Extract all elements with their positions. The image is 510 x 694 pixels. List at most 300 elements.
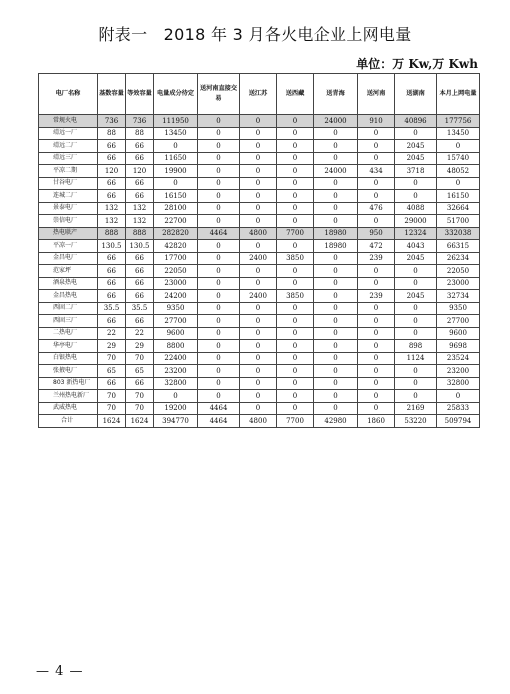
value-cell: 0 xyxy=(437,177,480,190)
value-cell: 28100 xyxy=(154,202,198,215)
value-cell: 888 xyxy=(126,227,154,240)
value-cell: 0 xyxy=(277,127,314,140)
plant-name-cell: 兰州热电新厂 xyxy=(39,390,98,403)
value-cell: 0 xyxy=(277,215,314,228)
value-cell: 35.5 xyxy=(98,302,126,315)
value-cell: 0 xyxy=(277,390,314,403)
value-cell: 0 xyxy=(314,390,358,403)
value-cell: 0 xyxy=(277,327,314,340)
value-cell: 66 xyxy=(126,265,154,278)
value-cell: 4043 xyxy=(395,240,437,253)
value-cell: 0 xyxy=(314,202,358,215)
value-cell: 0 xyxy=(395,302,437,315)
value-cell: 0 xyxy=(240,165,277,178)
value-cell: 2045 xyxy=(395,152,437,165)
table-header-row xyxy=(39,74,480,115)
plant-name-cell: 甘谷电厂 xyxy=(39,177,98,190)
value-cell: 0 xyxy=(154,390,198,403)
table-row xyxy=(39,352,480,365)
value-cell: 66 xyxy=(126,140,154,153)
value-cell: 0 xyxy=(395,390,437,403)
plant-name-cell: 西固二厂 xyxy=(39,302,98,315)
total-value-cell: 394770 xyxy=(154,415,198,428)
value-cell: 8800 xyxy=(154,340,198,353)
value-cell: 3850 xyxy=(277,290,314,303)
value-cell: 0 xyxy=(314,340,358,353)
value-cell: 66 xyxy=(126,277,154,290)
value-cell: 70 xyxy=(126,352,154,365)
plant-name-cell: 金昌电厂 xyxy=(39,252,98,265)
value-cell: 0 xyxy=(277,340,314,353)
value-cell: 32664 xyxy=(437,202,480,215)
value-cell: 66 xyxy=(98,277,126,290)
value-cell: 0 xyxy=(358,152,395,165)
value-cell: 0 xyxy=(395,327,437,340)
value-cell: 130.5 xyxy=(126,240,154,253)
value-cell: 0 xyxy=(358,177,395,190)
value-cell: 88 xyxy=(126,127,154,140)
value-cell: 0 xyxy=(240,177,277,190)
value-cell: 2400 xyxy=(240,290,277,303)
table-row xyxy=(39,177,480,190)
value-cell: 0 xyxy=(198,340,240,353)
value-cell: 0 xyxy=(198,152,240,165)
value-cell: 0 xyxy=(277,152,314,165)
value-cell: 4088 xyxy=(395,202,437,215)
value-cell: 0 xyxy=(358,215,395,228)
value-cell: 111950 xyxy=(154,115,198,128)
table-row xyxy=(39,215,480,228)
value-cell: 0 xyxy=(277,265,314,278)
column-header: 基数容量 xyxy=(98,74,126,115)
value-cell: 0 xyxy=(395,127,437,140)
plant-name-cell: 靖远三厂 xyxy=(39,152,98,165)
column-header: 本月上网电量 xyxy=(437,74,480,115)
value-cell: 9350 xyxy=(437,302,480,315)
value-cell: 19200 xyxy=(154,402,198,415)
value-cell: 12324 xyxy=(395,227,437,240)
value-cell: 0 xyxy=(277,402,314,415)
subtotal-row xyxy=(39,227,480,240)
total-label-cell: 合计 xyxy=(39,415,98,428)
value-cell: 0 xyxy=(198,165,240,178)
value-cell: 0 xyxy=(358,327,395,340)
value-cell: 0 xyxy=(358,315,395,328)
value-cell: 23200 xyxy=(437,365,480,378)
column-header: 送西藏 xyxy=(277,74,314,115)
value-cell: 0 xyxy=(240,265,277,278)
value-cell: 66 xyxy=(98,140,126,153)
value-cell: 0 xyxy=(277,202,314,215)
value-cell: 32734 xyxy=(437,290,480,303)
value-cell: 18980 xyxy=(314,240,358,253)
value-cell: 0 xyxy=(277,377,314,390)
value-cell: 0 xyxy=(395,315,437,328)
value-cell: 2045 xyxy=(395,140,437,153)
value-cell: 0 xyxy=(198,140,240,153)
plant-name-cell: 金昌热电 xyxy=(39,290,98,303)
value-cell: 0 xyxy=(198,327,240,340)
value-cell: 22050 xyxy=(154,265,198,278)
value-cell: 0 xyxy=(198,115,240,128)
value-cell: 4464 xyxy=(198,227,240,240)
plant-name-cell: 热电联产 xyxy=(39,227,98,240)
value-cell: 0 xyxy=(198,177,240,190)
value-cell: 66 xyxy=(98,265,126,278)
value-cell: 0 xyxy=(358,390,395,403)
value-cell: 0 xyxy=(240,215,277,228)
plant-name-cell: 靖远一厂 xyxy=(39,127,98,140)
value-cell: 40896 xyxy=(395,115,437,128)
plant-name-cell: 靖远二厂 xyxy=(39,140,98,153)
value-cell: 42820 xyxy=(154,240,198,253)
value-cell: 0 xyxy=(395,190,437,203)
table-row xyxy=(39,140,480,153)
value-cell: 0 xyxy=(314,127,358,140)
value-cell: 0 xyxy=(240,240,277,253)
value-cell: 0 xyxy=(358,190,395,203)
total-value-cell: 53220 xyxy=(395,415,437,428)
value-cell: 0 xyxy=(198,240,240,253)
value-cell: 0 xyxy=(198,252,240,265)
total-value-cell: 4800 xyxy=(240,415,277,428)
value-cell: 434 xyxy=(358,165,395,178)
value-cell: 13450 xyxy=(437,127,480,140)
value-cell: 0 xyxy=(314,152,358,165)
value-cell: 0 xyxy=(314,315,358,328)
value-cell: 15740 xyxy=(437,152,480,165)
value-cell: 0 xyxy=(277,115,314,128)
value-cell: 9350 xyxy=(154,302,198,315)
value-cell: 0 xyxy=(314,352,358,365)
value-cell: 66 xyxy=(98,190,126,203)
value-cell: 0 xyxy=(395,177,437,190)
value-cell: 0 xyxy=(358,340,395,353)
total-value-cell: 4464 xyxy=(198,415,240,428)
value-cell: 0 xyxy=(314,377,358,390)
table-row xyxy=(39,202,480,215)
value-cell: 0 xyxy=(277,352,314,365)
value-cell: 0 xyxy=(358,277,395,290)
value-cell: 0 xyxy=(314,252,358,265)
value-cell: 66 xyxy=(126,252,154,265)
value-cell: 29 xyxy=(126,340,154,353)
total-value-cell: 1624 xyxy=(98,415,126,428)
value-cell: 0 xyxy=(358,265,395,278)
value-cell: 0 xyxy=(395,265,437,278)
column-header: 送青海 xyxy=(314,74,358,115)
table-row xyxy=(39,290,480,303)
value-cell: 3718 xyxy=(395,165,437,178)
value-cell: 736 xyxy=(126,115,154,128)
value-cell: 0 xyxy=(240,140,277,153)
value-cell: 0 xyxy=(358,402,395,415)
table-row xyxy=(39,327,480,340)
value-cell: 2400 xyxy=(240,252,277,265)
value-cell: 476 xyxy=(358,202,395,215)
plant-name-cell: 白银热电 xyxy=(39,352,98,365)
value-cell: 66 xyxy=(126,377,154,390)
value-cell: 0 xyxy=(358,365,395,378)
value-cell: 0 xyxy=(277,365,314,378)
value-cell: 0 xyxy=(314,277,358,290)
value-cell: 0 xyxy=(395,377,437,390)
plant-name-cell: 张掖电厂 xyxy=(39,365,98,378)
subtotal-row xyxy=(39,115,480,128)
value-cell: 88 xyxy=(98,127,126,140)
value-cell: 66 xyxy=(126,190,154,203)
value-cell: 120 xyxy=(126,165,154,178)
table-row xyxy=(39,402,480,415)
value-cell: 27700 xyxy=(437,315,480,328)
value-cell: 32800 xyxy=(437,377,480,390)
value-cell: 66 xyxy=(98,152,126,165)
total-value-cell: 7700 xyxy=(277,415,314,428)
value-cell: 66 xyxy=(126,152,154,165)
value-cell: 22400 xyxy=(154,352,198,365)
value-cell: 25833 xyxy=(437,402,480,415)
value-cell: 0 xyxy=(395,277,437,290)
value-cell: 0 xyxy=(240,377,277,390)
value-cell: 9600 xyxy=(154,327,198,340)
value-cell: 0 xyxy=(277,302,314,315)
table-row xyxy=(39,365,480,378)
total-value-cell: 1860 xyxy=(358,415,395,428)
value-cell: 35.5 xyxy=(126,302,154,315)
value-cell: 0 xyxy=(437,390,480,403)
value-cell: 0 xyxy=(437,140,480,153)
value-cell: 239 xyxy=(358,290,395,303)
value-cell: 0 xyxy=(198,277,240,290)
value-cell: 70 xyxy=(98,352,126,365)
column-header: 送河南直接交易 xyxy=(198,74,240,115)
value-cell: 177756 xyxy=(437,115,480,128)
value-cell: 0 xyxy=(314,365,358,378)
value-cell: 0 xyxy=(240,390,277,403)
value-cell: 0 xyxy=(240,190,277,203)
value-cell: 66 xyxy=(126,315,154,328)
total-value-cell: 1624 xyxy=(126,415,154,428)
value-cell: 0 xyxy=(314,302,358,315)
page-number: — 4 — xyxy=(36,664,84,679)
total-value-cell: 509794 xyxy=(437,415,480,428)
plant-name-cell: 平凉二期 xyxy=(39,165,98,178)
plant-name-cell: 803 新热电厂 xyxy=(39,377,98,390)
value-cell: 0 xyxy=(198,352,240,365)
total-value-cell: 42980 xyxy=(314,415,358,428)
value-cell: 66 xyxy=(98,377,126,390)
plant-name-cell: 常规火电 xyxy=(39,115,98,128)
value-cell: 0 xyxy=(277,165,314,178)
value-cell: 24000 xyxy=(314,115,358,128)
table-row xyxy=(39,390,480,403)
value-cell: 0 xyxy=(198,202,240,215)
value-cell: 66 xyxy=(126,177,154,190)
value-cell: 29000 xyxy=(395,215,437,228)
value-cell: 0 xyxy=(240,315,277,328)
value-cell: 70 xyxy=(126,390,154,403)
value-cell: 898 xyxy=(395,340,437,353)
table-row xyxy=(39,315,480,328)
value-cell: 48052 xyxy=(437,165,480,178)
table-row xyxy=(39,302,480,315)
value-cell: 0 xyxy=(314,290,358,303)
value-cell: 66 xyxy=(98,315,126,328)
table-row xyxy=(39,265,480,278)
value-cell: 0 xyxy=(198,315,240,328)
table-row xyxy=(39,127,480,140)
unit-label: 单位：万 Kw,万 Kwh xyxy=(356,57,478,71)
value-cell: 0 xyxy=(277,140,314,153)
value-cell: 70 xyxy=(98,390,126,403)
value-cell: 0 xyxy=(277,190,314,203)
value-cell: 0 xyxy=(240,352,277,365)
value-cell: 950 xyxy=(358,227,395,240)
value-cell: 0 xyxy=(314,177,358,190)
value-cell: 18980 xyxy=(314,227,358,240)
value-cell: 3850 xyxy=(277,252,314,265)
plant-name-cell: 酒泉热电 xyxy=(39,277,98,290)
value-cell: 239 xyxy=(358,252,395,265)
plant-name-cell: 平凉一厂 xyxy=(39,240,98,253)
value-cell: 65 xyxy=(126,365,154,378)
value-cell: 0 xyxy=(395,365,437,378)
value-cell: 32800 xyxy=(154,377,198,390)
value-cell: 0 xyxy=(314,402,358,415)
value-cell: 66 xyxy=(98,290,126,303)
value-cell: 23000 xyxy=(154,277,198,290)
value-cell: 0 xyxy=(358,140,395,153)
column-header: 等效容量 xyxy=(126,74,154,115)
value-cell: 23524 xyxy=(437,352,480,365)
column-header: 电厂名称 xyxy=(39,74,98,115)
value-cell: 66 xyxy=(98,177,126,190)
value-cell: 19900 xyxy=(154,165,198,178)
value-cell: 0 xyxy=(240,202,277,215)
value-cell: 22 xyxy=(126,327,154,340)
value-cell: 0 xyxy=(154,177,198,190)
value-cell: 11650 xyxy=(154,152,198,165)
plant-name-cell: 崇信电厂 xyxy=(39,215,98,228)
value-cell: 13450 xyxy=(154,127,198,140)
value-cell: 132 xyxy=(98,215,126,228)
table-row xyxy=(39,340,480,353)
value-cell: 0 xyxy=(198,190,240,203)
value-cell: 0 xyxy=(314,215,358,228)
value-cell: 7700 xyxy=(277,227,314,240)
column-header: 送湖南 xyxy=(395,74,437,115)
value-cell: 888 xyxy=(98,227,126,240)
value-cell: 0 xyxy=(314,265,358,278)
value-cell: 0 xyxy=(198,290,240,303)
plant-name-cell: 二热电厂 xyxy=(39,327,98,340)
value-cell: 2045 xyxy=(395,290,437,303)
plant-name-cell: 武威热电 xyxy=(39,402,98,415)
value-cell: 0 xyxy=(198,215,240,228)
value-cell: 9698 xyxy=(437,340,480,353)
value-cell: 22050 xyxy=(437,265,480,278)
table-row xyxy=(39,377,480,390)
value-cell: 16150 xyxy=(154,190,198,203)
value-cell: 2169 xyxy=(395,402,437,415)
value-cell: 23000 xyxy=(437,277,480,290)
plant-name-cell: 西固三厂 xyxy=(39,315,98,328)
table-row xyxy=(39,152,480,165)
value-cell: 130.5 xyxy=(98,240,126,253)
value-cell: 0 xyxy=(240,302,277,315)
value-cell: 0 xyxy=(240,340,277,353)
value-cell: 132 xyxy=(126,202,154,215)
value-cell: 66 xyxy=(98,252,126,265)
value-cell: 472 xyxy=(358,240,395,253)
value-cell: 332038 xyxy=(437,227,480,240)
value-cell: 17700 xyxy=(154,252,198,265)
value-cell: 22 xyxy=(98,327,126,340)
value-cell: 9600 xyxy=(437,327,480,340)
value-cell: 0 xyxy=(198,390,240,403)
table-body xyxy=(39,115,480,428)
value-cell: 27700 xyxy=(154,315,198,328)
value-cell: 70 xyxy=(126,402,154,415)
value-cell: 282820 xyxy=(154,227,198,240)
value-cell: 0 xyxy=(358,127,395,140)
value-cell: 0 xyxy=(198,265,240,278)
value-cell: 2045 xyxy=(395,252,437,265)
value-cell: 0 xyxy=(240,152,277,165)
value-cell: 66 xyxy=(126,290,154,303)
plant-name-cell: 范家坪 xyxy=(39,265,98,278)
value-cell: 0 xyxy=(277,315,314,328)
value-cell: 26234 xyxy=(437,252,480,265)
value-cell: 120 xyxy=(98,165,126,178)
value-cell: 23200 xyxy=(154,365,198,378)
value-cell: 29 xyxy=(98,340,126,353)
table-row xyxy=(39,252,480,265)
value-cell: 24200 xyxy=(154,290,198,303)
value-cell: 1124 xyxy=(395,352,437,365)
value-cell: 0 xyxy=(154,140,198,153)
value-cell: 0 xyxy=(358,352,395,365)
value-cell: 0 xyxy=(358,377,395,390)
value-cell: 4800 xyxy=(240,227,277,240)
value-cell: 65 xyxy=(98,365,126,378)
value-cell: 0 xyxy=(198,302,240,315)
power-table xyxy=(38,73,480,428)
table-row xyxy=(39,190,480,203)
value-cell: 0 xyxy=(198,377,240,390)
value-cell: 910 xyxy=(358,115,395,128)
value-cell: 132 xyxy=(98,202,126,215)
value-cell: 66315 xyxy=(437,240,480,253)
value-cell: 0 xyxy=(358,302,395,315)
plant-name-cell: 华亭电厂 xyxy=(39,340,98,353)
value-cell: 0 xyxy=(240,115,277,128)
column-header: 送河南 xyxy=(358,74,395,115)
value-cell: 0 xyxy=(314,140,358,153)
plant-name-cell: 景泰电厂 xyxy=(39,202,98,215)
table-row xyxy=(39,240,480,253)
value-cell: 0 xyxy=(240,402,277,415)
value-cell: 736 xyxy=(98,115,126,128)
value-cell: 0 xyxy=(314,190,358,203)
value-cell: 0 xyxy=(240,365,277,378)
value-cell: 51700 xyxy=(437,215,480,228)
plant-name-cell: 连城二厂 xyxy=(39,190,98,203)
value-cell: 16150 xyxy=(437,190,480,203)
value-cell: 24000 xyxy=(314,165,358,178)
value-cell: 0 xyxy=(240,127,277,140)
value-cell: 4464 xyxy=(198,402,240,415)
